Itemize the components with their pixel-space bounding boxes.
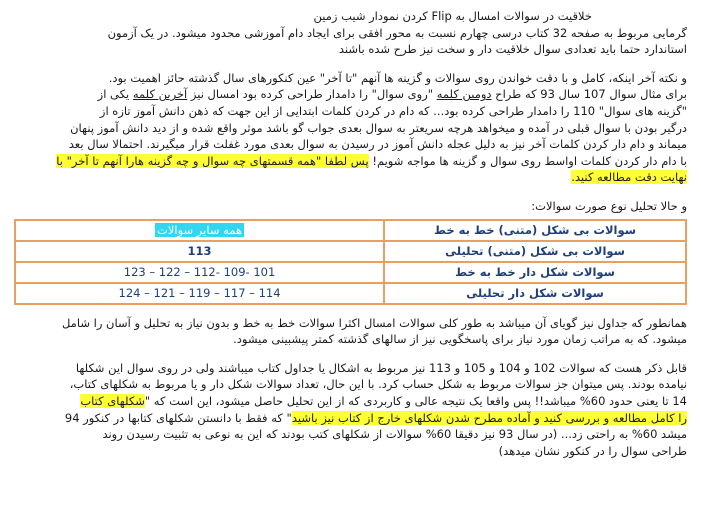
table-cell-type: سوالات بی شکل (متنی) خط به خط [384,220,686,241]
question-type-table [14,219,687,305]
underlined-phrase: دومین کلمه [436,87,492,102]
table-row [15,220,686,241]
text-line: برای مثال سوال 107 سال 93 که طراح دومین کلمه "روی سوال" را دامدار طراحی کرده بود امسال نیز آخرین کلمه یکی از [97,87,687,102]
text-line: خلاقیت در سوالات امسال به Flip کردن نمودار شیب زمین [313,9,592,23]
paragraph-figures-note [14,360,687,460]
table-cell-type: سوالات شکل دار تحلیلی [384,283,686,304]
cyan-highlight: همه سایر سوالات [157,223,243,238]
text-line: میشود. که به مراتب زمان مورد نیاز برای پاسخگویی نیز از سالهای گذشته کمتر پیشبینی میشود. [233,332,687,347]
table-cell-type: سوالات بی شکل (متنی) تحلیلی [384,241,686,262]
text-line: "گزینه های سوال" 110 را دامدار طراحی کرده بود... که دام در کردن کلمات ابتدایی از این جهت که ذهن دانش آموز تازه از [99,103,687,118]
table-cell-type: سوالات شکل دار خط به خط [384,262,686,283]
table-cell-numbers: 101 -109 -112 – 122 – 123 [15,262,384,283]
paragraph-analysis-intro [14,198,687,215]
text-line: طراحی سوال را در کنکور نشان میدهد) [498,443,687,458]
text-line: گرمایی مربوط به صفحه 32 کتاب درسی چهارم نسبت به محور افقی برای ایجاد دام آموزشی محدود میشود. در یک آزمون [107,25,687,40]
table-cell-numbers: 114 – 117 – 119 – 121 – 124 [15,283,384,304]
paragraph-table-summary [14,315,687,348]
text-line: استاندارد حتما باید تعدادی سوال خلاقیت دار و سخت نیز طرح شده باشند [338,42,687,57]
text-line: را کامل مطالعه و بررسی کنید و آماده مطرح شدن شکلهای خارج از کتاب نیز باشید" که فقط با دانستن شکلهای کتابها در کنکور 94 [64,410,687,425]
table-row [15,241,686,262]
paragraph-last-note [14,70,687,186]
highlighted-phrase: را کامل مطالعه و بررسی کنید و آماده مطرح شدن شکلهای خارج از کتاب نیز باشید [291,410,687,425]
text-line [14,169,687,186]
table-row [15,283,686,304]
text-line: 14 تا یعنی حدود 60% میباشد!! پس واقعا یک نتیجه عالی و کاربردی که از این تحلیل حاصل میشود، این است که "شکلهای کتاب [80,393,687,408]
table-row [15,262,686,283]
underlined-phrase: آخرین کلمه [132,87,188,102]
text-line: با دام دار کردن کلمات اواسط روی سوال و گزینه ها مواجه شویم! پس لطفا "همه قسمتهای چه سوال و چه گزینه هارا آنهم تا آخر" با [56,153,687,168]
highlighted-phrase: نهایت دقت مطالعه کنید. [571,170,687,185]
highlighted-phrase: پس لطفا "همه قسمتهای چه سوال و چه گزینه هارا آنهم تا آخر" با [56,153,369,168]
highlighted-phrase: شکلهای کتاب [80,393,145,408]
table-cell-numbers: 113 [15,241,384,262]
text-line: و حالا تحلیل نوع صورت سوالات: [531,198,687,213]
text-line: میماند و دام دار کردن کلمات آخر نیز به دلیل عجله دانش آموز در رسیدن به سوال بعدی مورد غفلت قرار میگیرند. احتمالا سال بعد [68,137,687,152]
text-line: میشد 60% به راحتی زد... (در سال 93 نیز دقیقا 60% سوالات از شکلهای کتب بودند که این به نوعی به تثبیت رسیدن روند [102,427,687,442]
paragraph-creativity [14,8,687,58]
text-line: قابل ذکر هست که سوالات 102 و 104 و 105 و 113 نیز مربوط به اشکال یا جداول کتاب میباشند ولی در روی سوال این شکلها [75,360,687,375]
text-line: درگیر بودن با سوال قبلی در آمده و میخواهد هرچه سریعتر به سوال بعدی جواب گو باشد موثر واقع شده و از دید دانش آموز پنهان [70,120,687,135]
text-line: همانطور که جداول نیز گویای آن میباشد به طور کلی سوالات امسال اکثرا سوالات خط به خط و بدون نیاز به تحلیل و آسان را شامل [61,315,687,330]
text-line: نیامده بودند. پس میتوان جز سوالات مربوط به شکل حساب کرد. با این حال، تعداد سوالات شکل دار و یا مربوط به شکلهای کتاب، [69,377,687,392]
table-cell-numbers [15,220,384,241]
text-line: و نکته آخر اینکه، کامل و با دقت خواندن روی سوالات و گزینه ها آنهم "تا آخر" عین کنکورهای سال گذشته حائز اهمیت بود. [108,70,687,85]
